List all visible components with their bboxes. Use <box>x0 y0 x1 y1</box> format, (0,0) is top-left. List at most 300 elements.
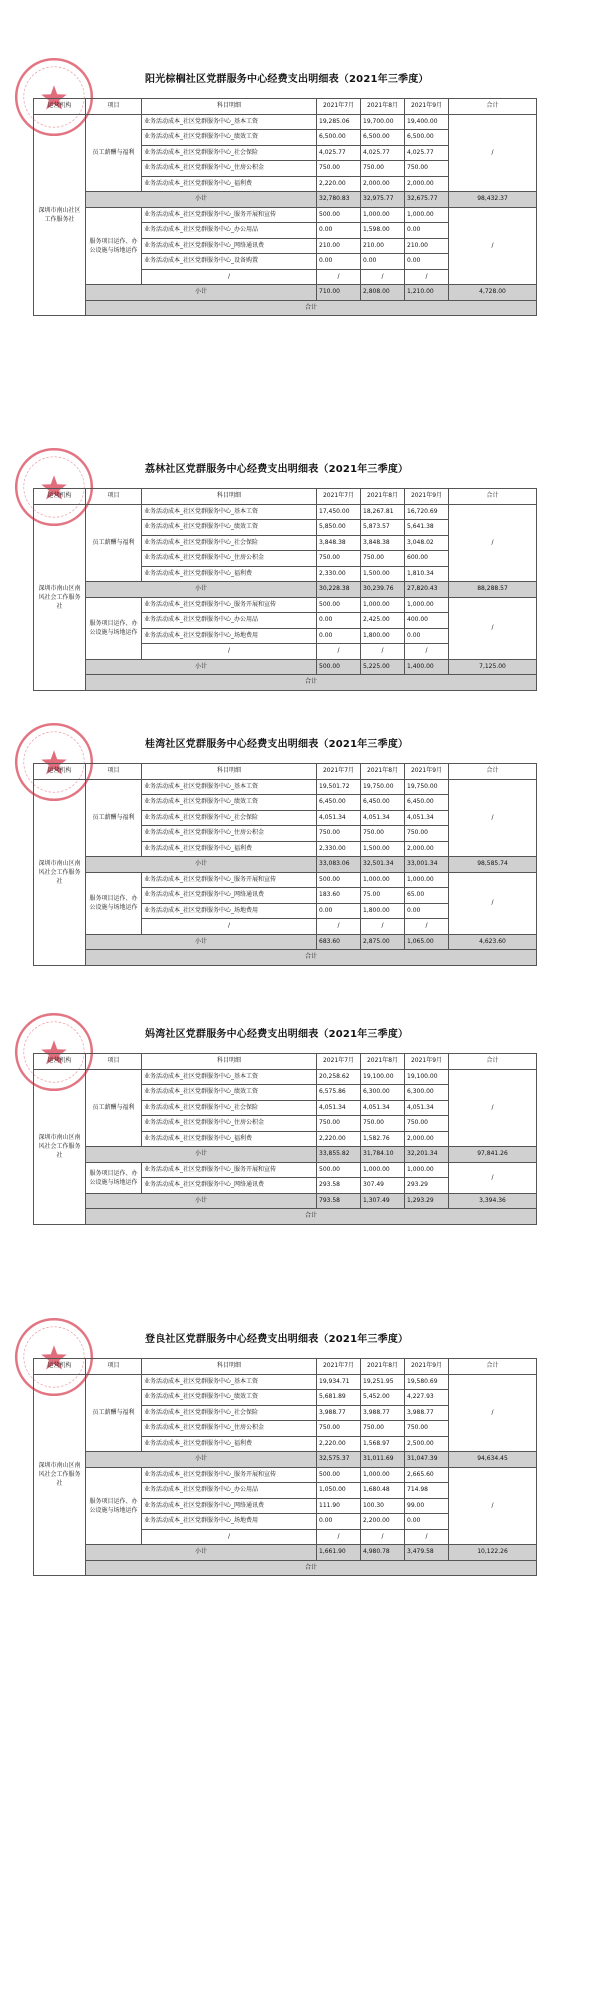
month-8-cell: 1,500.00 <box>361 566 405 582</box>
category-cell: 员工薪酬与福利 <box>86 1069 142 1147</box>
total-row <box>34 1560 537 1576</box>
table-row <box>34 597 537 613</box>
month-8-cell: 19,251.95 <box>361 1374 405 1390</box>
month-9-cell: 750.00 <box>405 1421 449 1437</box>
header-month-9: 2021年9月 <box>405 764 449 780</box>
header-org: 运营机构 <box>34 489 86 505</box>
month-9-cell: 1,000.00 <box>405 1162 449 1178</box>
month-8-cell: 6,300.00 <box>361 1085 405 1101</box>
month-7-cell: 500.00 <box>317 1467 361 1483</box>
header-month-8: 2021年8月 <box>361 489 405 505</box>
detail-cell: / <box>142 919 317 935</box>
header-month-7: 2021年7月 <box>317 99 361 115</box>
detail-cell: 业务活动成本_社区党群服务中心_社会保险 <box>142 1100 317 1116</box>
subtotal-sum: 88,288.57 <box>449 582 537 598</box>
subtotal-month-9: 3,479.58 <box>405 1545 449 1561</box>
header-month-8: 2021年8月 <box>361 764 405 780</box>
detail-cell: 业务活动成本_社区党群服务中心_基本工资 <box>142 504 317 520</box>
month-7-cell: 0.00 <box>317 613 361 629</box>
month-7-cell: 20,258.62 <box>317 1069 361 1085</box>
table-header-row <box>34 1054 537 1070</box>
header-detail: 科目明细 <box>142 489 317 505</box>
detail-cell: 业务活动成本_社区党群服务中心_福利费 <box>142 841 317 857</box>
sum-cell: / <box>449 114 537 192</box>
month-8-cell: / <box>361 269 405 285</box>
detail-cell: 业务活动成本_社区党群服务中心_基本工资 <box>142 1374 317 1390</box>
month-9-cell: 750.00 <box>405 1116 449 1132</box>
org-name-cell: 深圳市南山区南风社会工作服务社 <box>34 1069 86 1224</box>
detail-cell: 业务活动成本_社区党群服务中心_社会保险 <box>142 810 317 826</box>
month-9-cell: / <box>405 1529 449 1545</box>
subtotal-month-8: 31,011.69 <box>361 1452 405 1468</box>
header-month-7: 2021年7月 <box>317 1359 361 1375</box>
subtotal-month-9: 32,201.34 <box>405 1147 449 1163</box>
header-item: 项目 <box>86 1054 142 1070</box>
month-9-cell: 19,100.00 <box>405 1069 449 1085</box>
subtotal-month-8: 32,975.77 <box>361 192 405 208</box>
table-row <box>34 1162 537 1178</box>
header-item: 项目 <box>86 99 142 115</box>
header-month-8: 2021年8月 <box>361 99 405 115</box>
month-9-cell: 1,810.34 <box>405 566 449 582</box>
header-month-9: 2021年9月 <box>405 99 449 115</box>
header-sum: 合计 <box>449 1054 537 1070</box>
subtotal-label: 小计 <box>86 1147 317 1163</box>
month-9-cell: 2,000.00 <box>405 1131 449 1147</box>
subtotal-row <box>34 192 537 208</box>
month-9-cell: 1,000.00 <box>405 207 449 223</box>
month-7-cell: 0.00 <box>317 254 361 270</box>
subtotal-sum: 4,623.60 <box>449 934 537 950</box>
detail-cell: 业务活动成本_社区党群服务中心_绩效工资 <box>142 520 317 536</box>
detail-cell: 业务活动成本_社区党群服务中心_基本工资 <box>142 1069 317 1085</box>
month-8-cell: 4,051.34 <box>361 810 405 826</box>
sum-cell: / <box>449 1162 537 1193</box>
expense-table <box>33 1358 537 1576</box>
month-9-cell: 2,000.00 <box>405 841 449 857</box>
month-8-cell: 3,988.77 <box>361 1405 405 1421</box>
month-9-cell: 1,000.00 <box>405 872 449 888</box>
month-8-cell: / <box>361 644 405 660</box>
month-8-cell: 4,051.34 <box>361 1100 405 1116</box>
detail-cell: 业务活动成本_社区党群服务中心_福利费 <box>142 566 317 582</box>
month-8-cell: 1,598.00 <box>361 223 405 239</box>
month-8-cell: 750.00 <box>361 161 405 177</box>
month-9-cell: 2,500.00 <box>405 1436 449 1452</box>
month-7-cell: 6,575.86 <box>317 1085 361 1101</box>
header-month-7: 2021年7月 <box>317 764 361 780</box>
subtotal-row <box>34 285 537 301</box>
detail-cell: 业务活动成本_社区党群服务中心_住房公积金 <box>142 1421 317 1437</box>
category-cell: 服务项目运作、办公设施与场地运作 <box>86 597 142 659</box>
sum-cell: / <box>449 207 537 285</box>
month-9-cell: 714.98 <box>405 1483 449 1499</box>
month-8-cell: 6,450.00 <box>361 795 405 811</box>
month-7-cell: 210.00 <box>317 238 361 254</box>
month-9-cell: 19,750.00 <box>405 779 449 795</box>
report-title: 登良社区党群服务中心经费支出明细表（2021年三季度） <box>145 1334 409 1345</box>
month-7-cell: 500.00 <box>317 207 361 223</box>
table-row <box>34 1374 537 1390</box>
header-month-8: 2021年8月 <box>361 1054 405 1070</box>
category-cell: 服务项目运作、办公设施与场地运作 <box>86 207 142 285</box>
month-9-cell: 0.00 <box>405 903 449 919</box>
detail-cell: 业务活动成本_社区党群服务中心_住房公积金 <box>142 161 317 177</box>
month-8-cell: 1,000.00 <box>361 872 405 888</box>
subtotal-month-9: 32,675.77 <box>405 192 449 208</box>
month-9-cell: 210.00 <box>405 238 449 254</box>
month-9-cell: 4,227.93 <box>405 1390 449 1406</box>
header-sum: 合计 <box>449 1359 537 1375</box>
month-9-cell: 6,500.00 <box>405 130 449 146</box>
month-8-cell: 1,568.97 <box>361 1436 405 1452</box>
subtotal-month-9: 27,820.43 <box>405 582 449 598</box>
detail-cell: 业务活动成本_社区党群服务中心_住房公积金 <box>142 1116 317 1132</box>
month-7-cell: 17,450.00 <box>317 504 361 520</box>
expense-table <box>33 488 537 691</box>
detail-cell: / <box>142 1529 317 1545</box>
report-title: 荔林社区党群服务中心经费支出明细表（2021年三季度） <box>145 464 409 475</box>
detail-cell: 业务活动成本_社区党群服务中心_办公用品 <box>142 1483 317 1499</box>
month-8-cell: 750.00 <box>361 826 405 842</box>
month-8-cell: 6,500.00 <box>361 130 405 146</box>
month-7-cell: 19,934.71 <box>317 1374 361 1390</box>
subtotal-row <box>34 934 537 950</box>
month-8-cell: 1,800.00 <box>361 628 405 644</box>
month-7-cell: 183.60 <box>317 888 361 904</box>
month-7-cell: 750.00 <box>317 826 361 842</box>
month-7-cell: / <box>317 644 361 660</box>
header-item: 项目 <box>86 489 142 505</box>
subtotal-month-8: 31,784.10 <box>361 1147 405 1163</box>
month-9-cell: 3,048.02 <box>405 535 449 551</box>
month-7-cell: / <box>317 1529 361 1545</box>
detail-cell: 业务活动成本_社区党群服务中心_住房公积金 <box>142 826 317 842</box>
subtotal-label: 小计 <box>86 857 317 873</box>
detail-cell: 业务活动成本_社区党群服务中心_服务开展和宣传 <box>142 1162 317 1178</box>
detail-cell: 业务活动成本_社区党群服务中心_办公用品 <box>142 223 317 239</box>
month-8-cell: 4,025.77 <box>361 145 405 161</box>
month-9-cell: 400.00 <box>405 613 449 629</box>
subtotal-month-8: 30,239.76 <box>361 582 405 598</box>
subtotal-label: 小计 <box>86 934 317 950</box>
subtotal-row <box>34 1452 537 1468</box>
subtotal-sum: 10,122.26 <box>449 1545 537 1561</box>
month-7-cell: 0.00 <box>317 628 361 644</box>
subtotal-row <box>34 1147 537 1163</box>
month-9-cell: 1,000.00 <box>405 597 449 613</box>
detail-cell: 业务活动成本_社区党群服务中心_服务开展和宣传 <box>142 597 317 613</box>
month-7-cell: 2,220.00 <box>317 1436 361 1452</box>
org-name-cell: 深圳市南山社区工作服务社 <box>34 114 86 316</box>
month-8-cell: 2,425.00 <box>361 613 405 629</box>
org-name-cell: 深圳市南山区南风社会工作服务社 <box>34 779 86 965</box>
category-cell: 员工薪酬与福利 <box>86 114 142 192</box>
month-9-cell: / <box>405 644 449 660</box>
header-org: 运营机构 <box>34 99 86 115</box>
subtotal-month-7: 500.00 <box>317 659 361 675</box>
month-9-cell: 600.00 <box>405 551 449 567</box>
month-8-cell: 750.00 <box>361 1116 405 1132</box>
total-label: 合计 <box>86 1209 537 1225</box>
month-9-cell: 2,000.00 <box>405 176 449 192</box>
detail-cell: 业务活动成本_社区党群服务中心_场地费用 <box>142 1514 317 1530</box>
month-7-cell: 6,450.00 <box>317 795 361 811</box>
detail-cell: 业务活动成本_社区党群服务中心_社会保险 <box>142 535 317 551</box>
category-cell: 员工薪酬与福利 <box>86 779 142 857</box>
detail-cell: 业务活动成本_社区党群服务中心_网络通讯费 <box>142 1178 317 1194</box>
subtotal-label: 小计 <box>86 1545 317 1561</box>
subtotal-month-9: 33,001.34 <box>405 857 449 873</box>
subtotal-row <box>34 659 537 675</box>
category-cell: 服务项目运作、办公设施与场地运作 <box>86 872 142 934</box>
subtotal-month-7: 33,083.06 <box>317 857 361 873</box>
subtotal-month-7: 30,228.38 <box>317 582 361 598</box>
month-9-cell: 6,300.00 <box>405 1085 449 1101</box>
month-7-cell: 750.00 <box>317 551 361 567</box>
header-month-9: 2021年9月 <box>405 489 449 505</box>
month-7-cell: 1,050.00 <box>317 1483 361 1499</box>
month-8-cell: 19,100.00 <box>361 1069 405 1085</box>
month-9-cell: 0.00 <box>405 1514 449 1530</box>
report-title: 桂湾社区党群服务中心经费支出明细表（2021年三季度） <box>145 739 409 750</box>
org-name-cell: 深圳市南山区南风社会工作服务社 <box>34 1374 86 1576</box>
month-7-cell: / <box>317 919 361 935</box>
month-7-cell: 5,850.00 <box>317 520 361 536</box>
subtotal-month-9: 1,293.29 <box>405 1193 449 1209</box>
month-8-cell: 1,680.48 <box>361 1483 405 1499</box>
category-cell: 员工薪酬与福利 <box>86 1374 142 1452</box>
month-7-cell: 19,285.06 <box>317 114 361 130</box>
subtotal-month-7: 683.60 <box>317 934 361 950</box>
table-row <box>34 779 537 795</box>
sum-cell: / <box>449 872 537 934</box>
total-row <box>34 1209 537 1225</box>
detail-cell: 业务活动成本_社区党群服务中心_网络通讯费 <box>142 1498 317 1514</box>
detail-cell: / <box>142 644 317 660</box>
detail-cell: 业务活动成本_社区党群服务中心_网络通讯费 <box>142 888 317 904</box>
subtotal-label: 小计 <box>86 285 317 301</box>
table-row <box>34 504 537 520</box>
month-8-cell: 307.49 <box>361 1178 405 1194</box>
header-sum: 合计 <box>449 489 537 505</box>
detail-cell: 业务活动成本_社区党群服务中心_福利费 <box>142 176 317 192</box>
month-8-cell: 1,000.00 <box>361 207 405 223</box>
total-label: 合计 <box>86 675 537 691</box>
month-7-cell: 4,051.34 <box>317 810 361 826</box>
month-9-cell: 3,988.77 <box>405 1405 449 1421</box>
month-7-cell: 3,988.77 <box>317 1405 361 1421</box>
expense-table <box>33 98 537 316</box>
month-8-cell: / <box>361 1529 405 1545</box>
subtotal-sum: 94,634.45 <box>449 1452 537 1468</box>
subtotal-sum: 98,432.37 <box>449 192 537 208</box>
sum-cell: / <box>449 1374 537 1452</box>
subtotal-sum: 3,394.36 <box>449 1193 537 1209</box>
header-org: 运营机构 <box>34 1054 86 1070</box>
month-8-cell: 19,750.00 <box>361 779 405 795</box>
subtotal-month-8: 2,875.00 <box>361 934 405 950</box>
header-detail: 科目明细 <box>142 99 317 115</box>
report-title: 妈湾社区党群服务中心经费支出明细表（2021年三季度） <box>145 1029 409 1040</box>
month-7-cell: 5,681.89 <box>317 1390 361 1406</box>
header-detail: 科目明细 <box>142 1359 317 1375</box>
subtotal-label: 小计 <box>86 659 317 675</box>
month-9-cell: 4,025.77 <box>405 145 449 161</box>
month-7-cell: / <box>317 269 361 285</box>
table-header-row <box>34 489 537 505</box>
month-8-cell: 1,000.00 <box>361 597 405 613</box>
subtotal-month-7: 710.00 <box>317 285 361 301</box>
month-7-cell: 293.58 <box>317 1178 361 1194</box>
month-7-cell: 0.00 <box>317 903 361 919</box>
month-7-cell: 500.00 <box>317 872 361 888</box>
total-label: 合计 <box>86 1560 537 1576</box>
month-7-cell: 111.90 <box>317 1498 361 1514</box>
expense-table <box>33 1053 537 1225</box>
detail-cell: 业务活动成本_社区党群服务中心_场地费用 <box>142 903 317 919</box>
month-7-cell: 2,220.00 <box>317 176 361 192</box>
category-cell: 员工薪酬与福利 <box>86 504 142 582</box>
table-row <box>34 207 537 223</box>
detail-cell: 业务活动成本_社区党群服务中心_服务开展和宣传 <box>142 1467 317 1483</box>
month-9-cell: 2,665.60 <box>405 1467 449 1483</box>
month-9-cell: 0.00 <box>405 254 449 270</box>
subtotal-sum: 97,841.26 <box>449 1147 537 1163</box>
month-9-cell: 19,400.00 <box>405 114 449 130</box>
month-8-cell: 1,000.00 <box>361 1162 405 1178</box>
subtotal-month-9: 1,210.00 <box>405 285 449 301</box>
header-month-9: 2021年9月 <box>405 1054 449 1070</box>
subtotal-month-8: 2,808.00 <box>361 285 405 301</box>
subtotal-month-7: 1,661.90 <box>317 1545 361 1561</box>
table-header-row <box>34 99 537 115</box>
month-7-cell: 2,330.00 <box>317 841 361 857</box>
subtotal-row <box>34 1545 537 1561</box>
expense-table <box>33 763 537 966</box>
subtotal-month-7: 793.58 <box>317 1193 361 1209</box>
month-8-cell: 1,800.00 <box>361 903 405 919</box>
detail-cell: 业务活动成本_社区党群服务中心_绩效工资 <box>142 1390 317 1406</box>
month-7-cell: 2,220.00 <box>317 1131 361 1147</box>
detail-cell: 业务活动成本_社区党群服务中心_网络通讯费 <box>142 238 317 254</box>
month-7-cell: 500.00 <box>317 597 361 613</box>
subtotal-label: 小计 <box>86 1193 317 1209</box>
total-row <box>34 300 537 316</box>
sum-cell: / <box>449 1467 537 1545</box>
detail-cell: 业务活动成本_社区党群服务中心_社会保险 <box>142 1405 317 1421</box>
subtotal-month-8: 5,225.00 <box>361 659 405 675</box>
subtotal-label: 小计 <box>86 1452 317 1468</box>
month-8-cell: 19,700.00 <box>361 114 405 130</box>
month-7-cell: 3,848.38 <box>317 535 361 551</box>
detail-cell: / <box>142 269 317 285</box>
month-8-cell: 750.00 <box>361 1421 405 1437</box>
header-item: 项目 <box>86 764 142 780</box>
month-7-cell: 750.00 <box>317 161 361 177</box>
subtotal-row <box>34 582 537 598</box>
month-9-cell: 4,051.34 <box>405 1100 449 1116</box>
subtotal-sum: 98,585.74 <box>449 857 537 873</box>
table-header-row <box>34 764 537 780</box>
month-7-cell: 2,330.00 <box>317 566 361 582</box>
detail-cell: 业务活动成本_社区党群服务中心_住房公积金 <box>142 551 317 567</box>
detail-cell: 业务活动成本_社区党群服务中心_福利费 <box>142 1436 317 1452</box>
month-8-cell: 1,582.76 <box>361 1131 405 1147</box>
month-9-cell: 293.29 <box>405 1178 449 1194</box>
month-8-cell: 1,500.00 <box>361 841 405 857</box>
month-8-cell: 2,200.00 <box>361 1514 405 1530</box>
subtotal-month-8: 1,307.49 <box>361 1193 405 1209</box>
month-9-cell: 0.00 <box>405 223 449 239</box>
month-7-cell: 4,051.34 <box>317 1100 361 1116</box>
month-8-cell: 18,267.81 <box>361 504 405 520</box>
subtotal-month-8: 32,501.34 <box>361 857 405 873</box>
month-9-cell: 0.00 <box>405 628 449 644</box>
month-8-cell: 750.00 <box>361 551 405 567</box>
header-month-8: 2021年8月 <box>361 1359 405 1375</box>
detail-cell: 业务活动成本_社区党群服务中心_服务开展和宣传 <box>142 207 317 223</box>
month-9-cell: 6,450.00 <box>405 795 449 811</box>
month-7-cell: 500.00 <box>317 1162 361 1178</box>
month-9-cell: 19,580.69 <box>405 1374 449 1390</box>
month-8-cell: 5,452.00 <box>361 1390 405 1406</box>
header-month-7: 2021年7月 <box>317 489 361 505</box>
table-row <box>34 1069 537 1085</box>
month-8-cell: 0.00 <box>361 254 405 270</box>
table-row <box>34 872 537 888</box>
detail-cell: 业务活动成本_社区党群服务中心_福利费 <box>142 1131 317 1147</box>
subtotal-month-9: 31,047.39 <box>405 1452 449 1468</box>
month-7-cell: 0.00 <box>317 223 361 239</box>
month-7-cell: 4,025.77 <box>317 145 361 161</box>
subtotal-month-7: 33,855.82 <box>317 1147 361 1163</box>
detail-cell: 业务活动成本_社区党群服务中心_绩效工资 <box>142 130 317 146</box>
table-row <box>34 114 537 130</box>
detail-cell: 业务活动成本_社区党群服务中心_服务开展和宣传 <box>142 872 317 888</box>
header-detail: 科目明细 <box>142 1054 317 1070</box>
month-8-cell: 5,873.57 <box>361 520 405 536</box>
total-row <box>34 675 537 691</box>
subtotal-sum: 7,125.00 <box>449 659 537 675</box>
month-7-cell: 0.00 <box>317 1514 361 1530</box>
detail-cell: 业务活动成本_社区党群服务中心_绩效工资 <box>142 795 317 811</box>
detail-cell: 业务活动成本_社区党群服务中心_办公用品 <box>142 613 317 629</box>
month-9-cell: / <box>405 919 449 935</box>
month-7-cell: 750.00 <box>317 1116 361 1132</box>
subtotal-sum: 4,728.00 <box>449 285 537 301</box>
detail-cell: 业务活动成本_社区党群服务中心_场地费用 <box>142 628 317 644</box>
month-9-cell: 750.00 <box>405 161 449 177</box>
header-org: 运营机构 <box>34 764 86 780</box>
subtotal-month-9: 1,400.00 <box>405 659 449 675</box>
detail-cell: 业务活动成本_社区党群服务中心_基本工资 <box>142 114 317 130</box>
subtotal-month-9: 1,065.00 <box>405 934 449 950</box>
subtotal-month-7: 32,780.83 <box>317 192 361 208</box>
month-9-cell: 65.00 <box>405 888 449 904</box>
subtotal-label: 小计 <box>86 192 317 208</box>
report-title: 阳光棕榈社区党群服务中心经费支出明细表（2021年三季度） <box>145 74 429 85</box>
sum-cell: / <box>449 779 537 857</box>
table-row <box>34 1467 537 1483</box>
month-9-cell: 99.00 <box>405 1498 449 1514</box>
month-8-cell: 1,000.00 <box>361 1467 405 1483</box>
month-9-cell: / <box>405 269 449 285</box>
table-header-row <box>34 1359 537 1375</box>
month-8-cell: 210.00 <box>361 238 405 254</box>
detail-cell: 业务活动成本_社区党群服务中心_绩效工资 <box>142 1085 317 1101</box>
subtotal-row <box>34 1193 537 1209</box>
